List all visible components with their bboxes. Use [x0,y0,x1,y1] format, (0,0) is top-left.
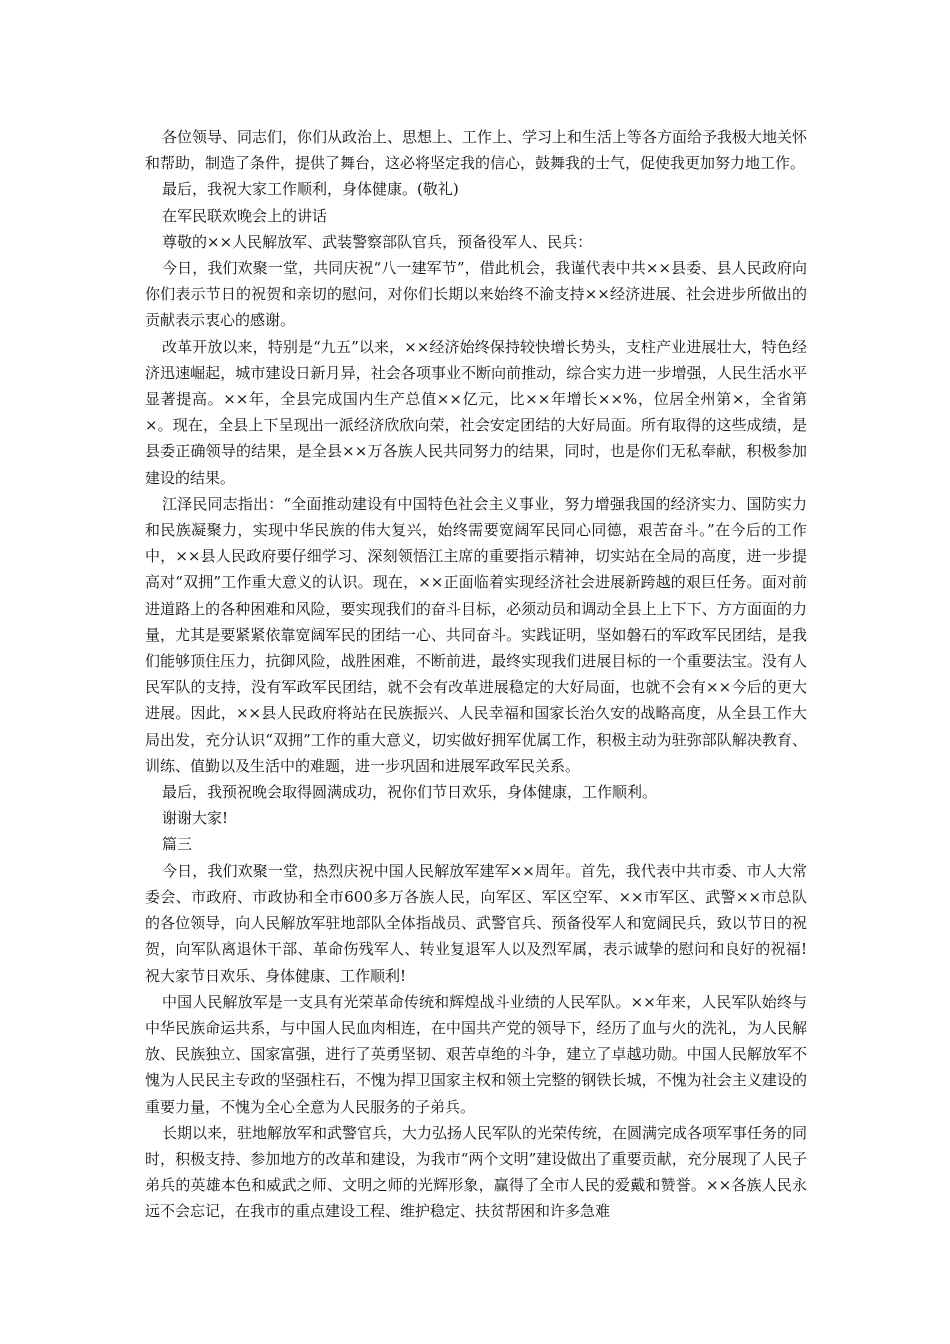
section-heading-part-three: 篇三 [162,835,193,854]
speech-title: 在军民联欢晚会上的讲话 [162,206,328,225]
paragraph-greeting: 今日，我们欢聚一堂，共同庆祝“八一建军节”，借此机会，我谨代表中共××县委、县人民政府向你们表示节日的祝贺和亲切的慰问，对你们长期以来始终不渝支持××经济进展、社会进步所做出的贡献表示衷心的感谢。 [145,259,807,330]
paragraph-final-wish: 最后，我预祝晚会取得圆满成功，祝你们节日欢乐，身体健康，工作顺利。 [162,783,658,802]
paragraph-closing-wish: 最后，我祝大家工作顺利，身体健康。(敬礼) [162,180,459,199]
paragraph-gratitude: 各位领导、同志们，你们从政治上、思想上、工作上、学习上和生活上等各方面给予我极大地关怀和帮助，制造了条件，提供了舞台，这必将坚定我的信心，鼓舞我的士气，促使我更加努力地工作。 [145,128,808,173]
paragraph-quote: 江泽民同志指出：“全面推动建设有中国特色社会主义事业，努力增强我国的经济实力、国防实力和民族凝聚力，实现中华民族的伟大复兴，始终需要宽阔军民同心同德，艰苦奋斗。”在今后的工作中，××县人民政府要仔细学习、深刻领悟江主席的重要指示精神，切实站在全局的高度，进一步提高对“双拥”工作重大意义的认识。现在，××正面临着实现经济社会进展新跨越的艰巨任务。面对前进道路上的各种困难和风险，要实现我们的奋斗目标，必须动员和调动全县上上下下、方方面面的力量，尤其是要紧紧依靠宽阔军民的团结一心、共同奋斗。实践证明，坚如磐石的军政军民团结，是我们能够顶住压力，抗御风险，战胜困难，不断前进，最终实现我们进展目标的一个重要法宝。没有人民军队的支持，没有军政军民团结，就不会有改革进展稳定的大好局面，也就不会有××今后的更大进展。因此，××县人民政府将站在民族振兴、人民幸福和国家长治久安的战略高度，从全县工作大局出发，充分认识“双拥”工作的重大意义，切实做好拥军优属工作，积极主动为驻弥部队解决教育、训练、值勤以及生活中的难题，进一步巩固和进展军政军民关系。 [145,494,807,775]
paragraph-salutation: 尊敬的××人民解放军、武装警察部队官兵，预备役军人、民兵： [162,232,593,251]
paragraph-achievements: 改革开放以来，特别是“九五”以来，××经济始终保持较快增长势头，支柱产业进展壮大，特色经济迅速崛起，城市建设日新月异，社会各项事业不断向前推动，综合实力进一步增强，人民生活水平显著提高。××年，全县完成国内生产总值××亿元，比××年增长××%，位居全州第×，全省第×。现在，全县上下呈现出一派经济欣欣向荣，社会安定团结的大好局面。所有取得的这些成绩，是县委正确领导的结果，是全县××万各族人民共同努力的结果，同时，也是你们无私奉献，积极参加建设的结果。 [145,337,807,487]
paragraph-contributions: 长期以来，驻地解放军和武警官兵，大力弘扬人民军队的光荣传统，在圆满完成各项军事任务的同时，积极支持、参加地方的改革和建设，为我市“两个文明”建设做出了重要贡献，充分展现了人民子弟兵的英雄本色和威武之师、文明之师的光辉形象，赢得了全市人民的爱戴和赞誉。××各族人民永远不会忘记，在我市的重点建设工程、维护稳定、扶贫帮困和许多急难 [145,1123,808,1221]
paragraph-thanks: 谢谢大家! [162,809,229,828]
paragraph-army-history: 中国人民解放军是一支具有光荣革命传统和辉煌战斗业绩的人民军队。××年来，人民军队始终与中华民族命运共系，与中国人民血肉相连，在中国共产党的领导下，经历了血与火的洗礼，为人民解放、民族独立、国家富强，进行了英勇坚韧、艰苦卓绝的斗争，建立了卓越功勋。中国人民解放军不愧为人民民主专政的坚强柱石，不愧为捍卫国家主权和领土完整的钢铁长城，不愧为社会主义建设的重要力量，不愧为全心全意为人民服务的子弟兵。 [145,992,807,1116]
document-body [145,124,807,1225]
paragraph-celebration: 今日，我们欢聚一堂，热烈庆祝中国人民解放军建军××周年。首先，我代表中共市委、市人大常委会、市政府、市政协和全市600多万各族人民，向军区、军区空军、××市军区、武警××市总队的各位领导，向人民解放军驻地部队全体指战员、武警官兵、预备役军人和宽阔民兵，致以节日的祝贺，向军队离退休干部、革命伤残军人、转业复退军人以及烈军属，表示诚挚的慰问和良好的祝福!祝大家节日欢乐、身体健康、工作顺利! [145,861,807,985]
